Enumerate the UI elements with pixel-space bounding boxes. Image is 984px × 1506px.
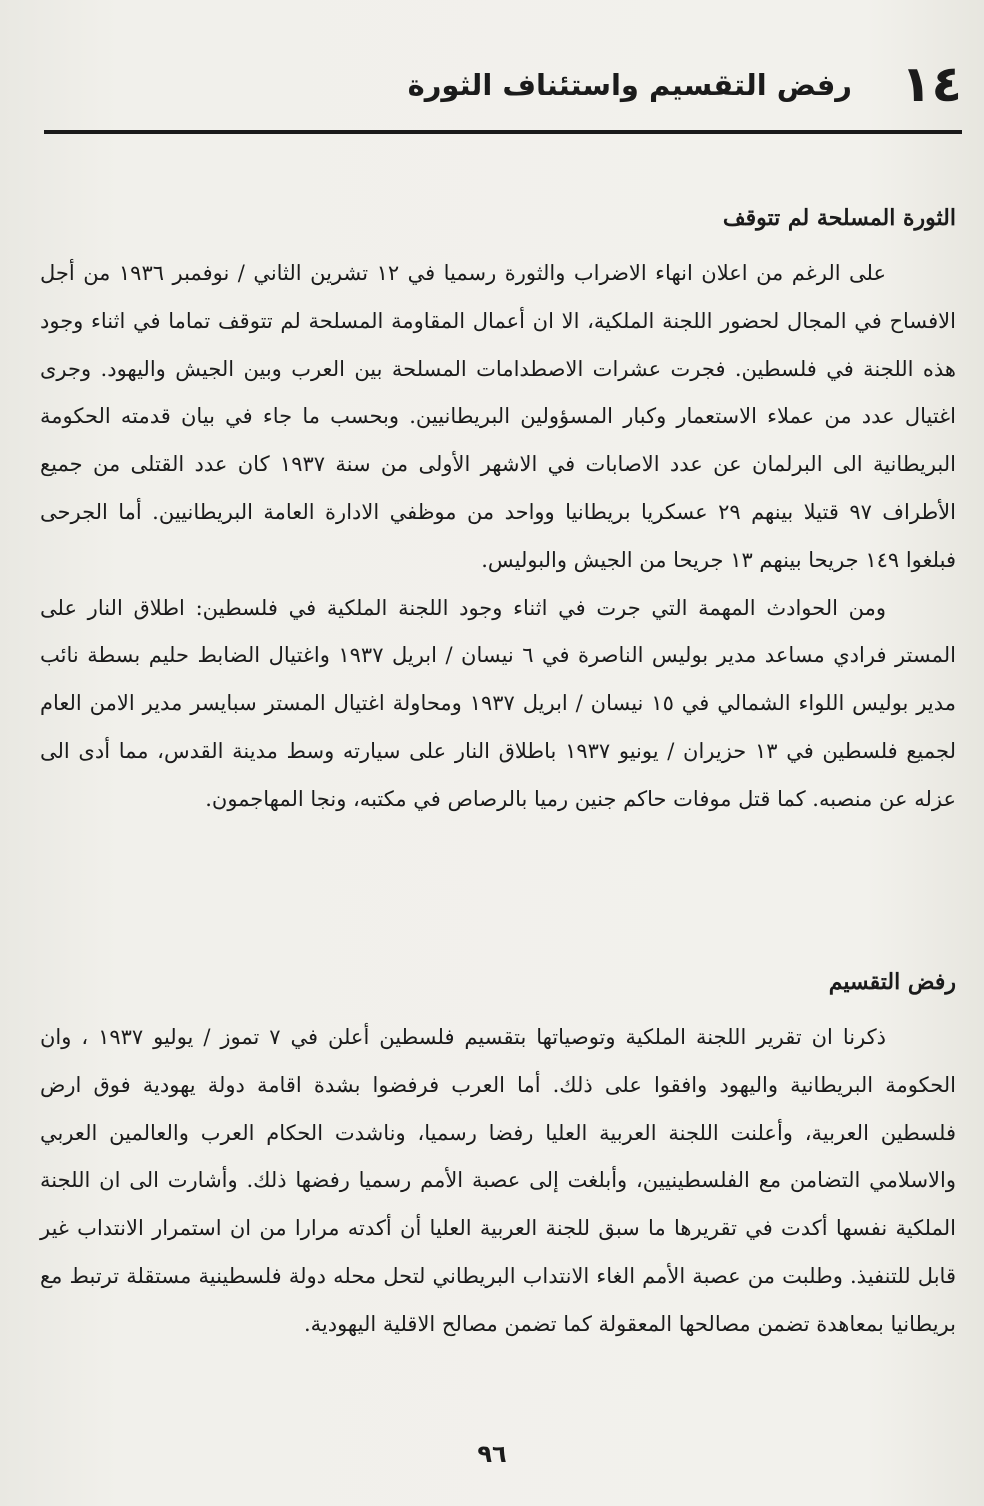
section-armed-revolution [40,198,956,824]
page-number: ٩٦ [477,1440,507,1468]
section-partition-rejection [40,962,956,1349]
paragraph: على الرغم من اعلان انهاء الاضراب والثورة رسميا في ١٢ تشرين الثاني / نوفمبر ١٩٣٦ من أجل الافساح في المجال لحضور اللجنة الملكية، الا ان أعمال المقاومة المسلحة لم تتوقف تماما في اثناء وجود هذه اللجنة في فلسطين. فجرت عشرات الاصطدامات المسلحة بين العرب وبين الجيش واليهود. وجرى اغتيال عدد من عملاء الاستعمار وكبار المسؤولين البريطانيين. وبحسب ما جاء في بيان قدمته الحكومة البريطانية الى البرلمان عن عدد الاصابات في الاشهر الأولى من سنة ١٩٣٧ كان عدد القتلى من جميع الأطراف ٩٧ قتيلا بينهم ٢٩ عسكريا بريطانيا وواحد من موظفي الادارة العامة البريطانيين. أما الجرحى فبلغوا ١٤٩ جريحا بينهم ١٣ جريحا من الجيش والبوليس. [40,261,957,572]
section-heading: رفض التقسيم [828,969,956,995]
section-heading: الثورة المسلحة لم تتوقف [722,205,956,231]
chapter-header [44,52,962,134]
chapter-title: رفض التقسيم واستئناف الثورة [407,68,852,102]
chapter-number: ١٤ [900,55,962,113]
paragraph: ذكرنا ان تقرير اللجنة الملكية وتوصياتها بتقسيم فلسطين أعلن في ٧ تموز / يوليو ١٩٣٧ ، وان الحكومة البريطانية واليهود وافقوا على ذلك. أما العرب فرفضوا بشدة اقامة دولة يهودية فوق ارض فلسطين العربية، وأعلنت اللجنة العربية العليا رفضا رسميا، وناشدت الحكام العرب والعالمين العربي والاسلامي التضامن مع الفلسطينيين، وأبلغت إلى عصبة الأمم رسميا رفضها ذلك. وأشارت الى ان اللجنة الملكية نفسها أكدت في تقريرها ما سبق للجنة العربية العليا أن أكدته مرارا من ان استمرار الانتداب غير قابل للتنفيذ. وطلبت من عصبة الأمم الغاء الانتداب البريطاني لتحل محله دولة فلسطينية مستقلة ترتبط مع بريطانيا بمعاهدة تضمن مصالحها المعقولة كما تضمن مصالح الاقلية اليهودية. [40,1025,956,1336]
header-rule [44,130,962,134]
paragraph: ومن الحوادث المهمة التي جرت في اثناء وجود اللجنة الملكية في فلسطين: اطلاق النار على المستر فرادي مساعد مدير بوليس الناصرة في ٦ نيسان / ابريل ١٩٣٧ واغتيال الضابط حليم بسطة نائب مدير بوليس اللواء الشمالي في ١٥ نيسان / ابريل ١٩٣٧ ومحاولة اغتيال المستر سبايسر مدير الامن العام لجميع فلسطين في ١٣ حزيران / يونيو ١٩٣٧ باطلاق النار على سيارته وسط مدينة القدس، مما أدى الى عزله عن منصبه. كما قتل موفات حاكم جنين رميا بالرصاص في مكتبه، ونجا المهاجمون. [40,595,956,811]
